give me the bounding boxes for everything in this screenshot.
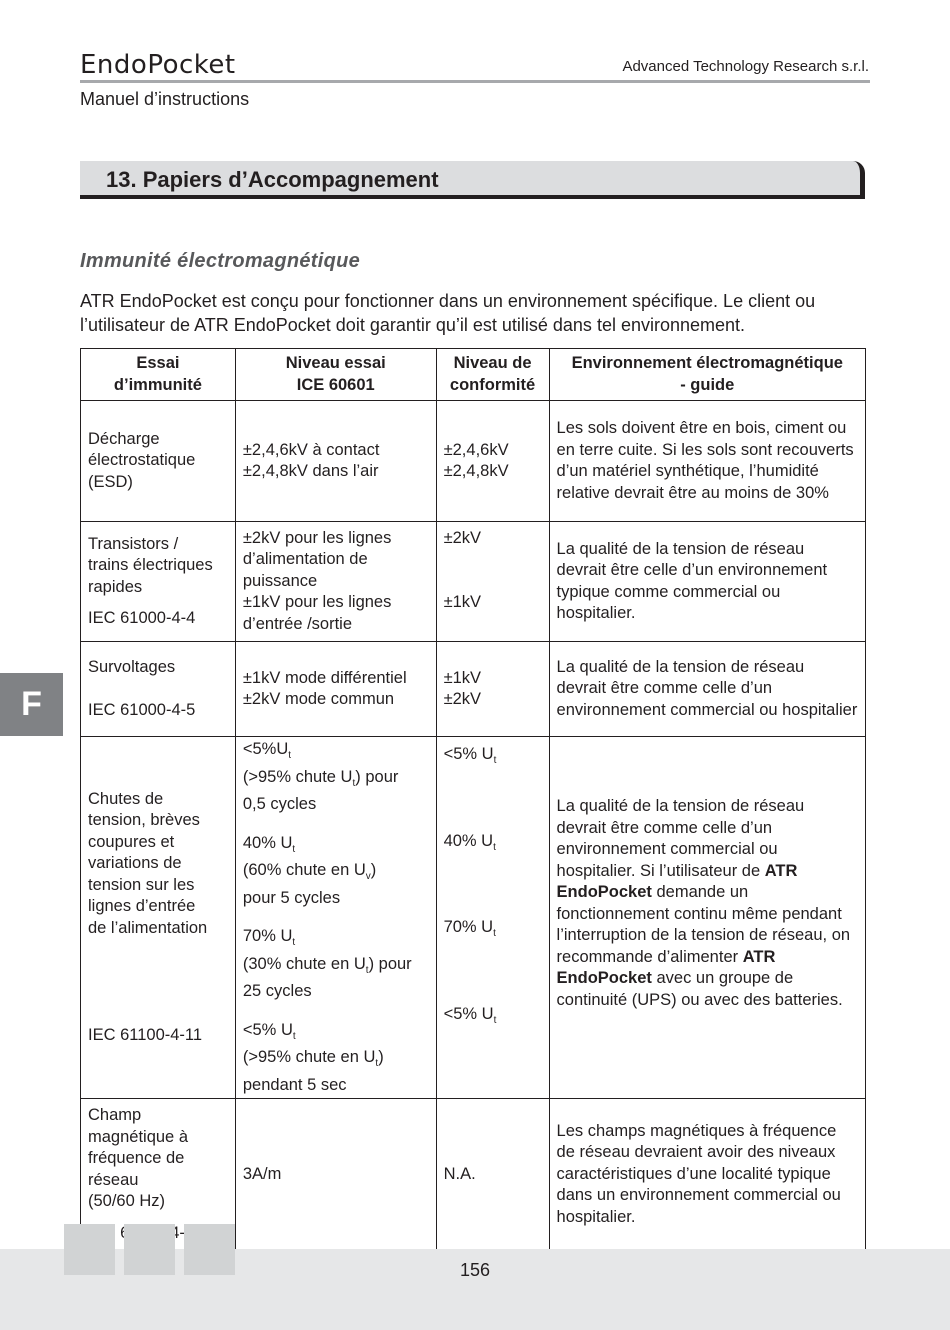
cell-test: Survoltages IEC 61000-4-5 [81, 642, 236, 737]
table-header-row [81, 349, 866, 401]
page-number: 156 [459, 1260, 491, 1280]
cell-compliance: ±2,4,6kV ±2,4,8kV [436, 401, 549, 522]
header-divider [80, 80, 870, 83]
section-title: 13. Papiers d’Accompagnement [106, 167, 439, 192]
cell-environment: Les sols doivent être en bois, ciment ou en terre cuite. Si les sols sont recouverts d’un matériel synthétique, l’humidité relative devrait être au moins de 30% [549, 401, 865, 522]
header-compliance: Niveau de conformité [436, 349, 549, 401]
manual-subtitle: Manuel d’instructions [80, 89, 250, 109]
cell-environment: La qualité de la tension de réseau devrait être comme celle d’un environnement commercial ou hospitalier [549, 642, 865, 737]
cell-compliance: ±2kV ±1kV [436, 522, 549, 642]
cell-standard: IEC 61100-4-11 [88, 1026, 203, 1044]
table-row [81, 737, 866, 1099]
cell-standard: IEC 61000-4-4 [88, 609, 196, 627]
subheading: Immunité électromagnétique [80, 250, 361, 272]
cell-test-level: ±2,4,6kV à contact ±2,4,8kV dans l’air [235, 401, 436, 522]
header-test-level: Niveau essai ICE 60601 [235, 349, 436, 401]
cell-test: Décharge électrostatique (ESD) [81, 401, 236, 522]
cell-test-level: 3A/m [235, 1099, 436, 1251]
intro-paragraph: ATR EndoPocket est conçu pour fonctionner dans un environnement spécifique. Le client ou l’utilisateur de ATR EndoPocket doit garantir qu’il est utilisé dans tel environnement. [80, 291, 816, 335]
table-row [81, 642, 866, 737]
cell-test: Champ magnétique à fréquence de réseau (50/60 Hz) [81, 1099, 236, 1251]
header-test: Essai d’immunité [81, 349, 236, 401]
section-title-bar [80, 161, 865, 199]
cell-test: Chutes de tension, brèves coupures et variations de tension sur les lignes d’entrée de l’alimentation IEC 61100-4-11 [81, 737, 236, 1099]
cell-standard: IEC 61000-4-5 [88, 700, 196, 719]
cell-environment: Les champs magnétiques à fréquence de réseau devraient avoir des niveaux caractéristiques d’une localité typique dans un environnement commercial ou hospitalier. [549, 1099, 865, 1251]
brand-logo: EndoPocket [80, 50, 236, 80]
cell-compliance: <5% $U_t$ 40% $U_t$ 70% $U_t$ <5% $U_t$ [436, 737, 549, 1099]
header-environment: Environnement électromagnétique - guide [549, 349, 865, 401]
cell-compliance: ±1kV ±2kV [436, 642, 549, 737]
table-row [81, 522, 866, 642]
cell-test-level: ±1kV mode différentiel ±2kV mode commun [235, 642, 436, 737]
cell-test-level: $<5\%U_t$ (>95% chute $U_t$) pour 0,5 cycles 40% $U_t$ (60% chute en $U_v$) pour 5 cycles 70% $U_t$ (30% chute en $U_t$) pour 25 cycles <5% $U_t$ (>95% chute en $U_t$) pendant 5 sec [235, 737, 436, 1099]
cell-test-level: ±2kV pour les lignes d’alimentation de puissance ±1kV pour les lignes d’entrée /sortie [235, 522, 436, 642]
cell-test: Transistors / trains électriques rapides IEC 61000-4-4 [81, 522, 236, 642]
table-row [81, 401, 866, 522]
company-name: Advanced Technology Research s.r.l. [622, 58, 869, 75]
cell-environment: La qualité de la tension de réseau devrait être comme celle d’un environnement commercial ou hospitalier. Si l’utilisateur de ATR EndoPocket demande un fonctionnement continu même pendant l’interruption de la tension de réseau, on recommande d’alimenter ATR EndoPocket avec un groupe de continuité (UPS) ou avec des batteries. [549, 737, 865, 1099]
section-tab-letter: F [0, 673, 63, 736]
immunity-table [80, 348, 866, 1251]
cell-environment: La qualité de la tension de réseau devrait être celle d’un environnement typique comme commercial ou hospitalier. [549, 522, 865, 642]
cell-compliance: N.A. [436, 1099, 549, 1251]
